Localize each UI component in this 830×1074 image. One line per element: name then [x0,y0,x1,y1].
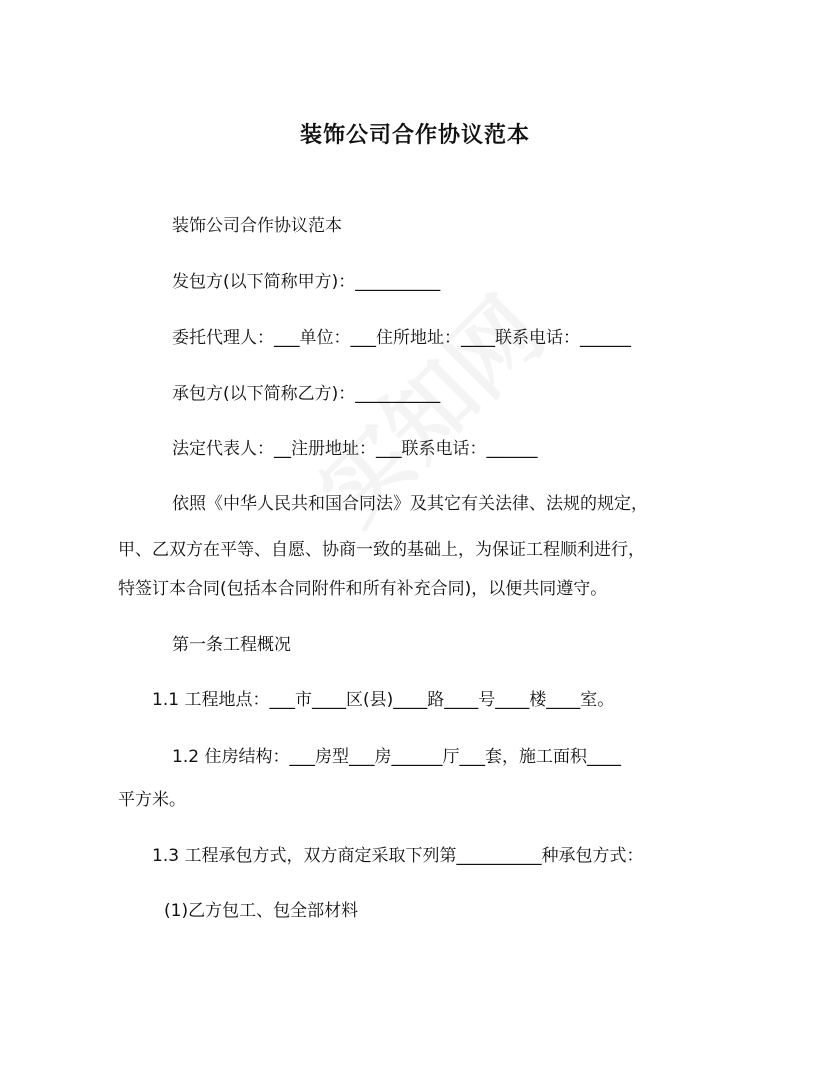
clause-1-1: 1.1 工程地点：___市____区(县)____路____号____楼____室。 [152,690,615,710]
paragraph-line-3: 特签订本合同(包括本合同附件和所有补充合同)，以便共同遵守。 [118,579,608,599]
section-heading: 第一条工程概况 [172,635,291,655]
legal-rep-line: 法定代表人：__注册地址：___联系电话：______ [172,439,538,459]
document-title: 装饰公司合作协议范本 [299,123,530,148]
clause-1-3: 1.3 工程承包方式，双方商定采取下列第__________种承包方式： [152,846,644,866]
clause-1-2-cont: 平方米。 [118,790,186,810]
party-b-line: 承包方(以下简称乙方)：__________ [172,384,441,404]
option-1: (1)乙方包工、包全部材料 [164,901,359,921]
agent-line: 委托代理人：___单位：___住所地址：____联系电话：______ [172,328,631,348]
clause-1-2: 1.2 住房结构：___房型___房______厅___套，施工面积____ [172,747,621,767]
subtitle-line: 装饰公司合作协议范本 [172,216,342,236]
party-a-line: 发包方(以下简称甲方)：__________ [172,272,441,292]
paragraph-line-1: 依照《中华人民共和国合同法》及其它有关法律、法规的规定， [172,494,648,514]
paragraph-line-2: 甲、乙双方在平等、自愿、协商一致的基础上，为保证工程顺利进行， [118,540,645,560]
